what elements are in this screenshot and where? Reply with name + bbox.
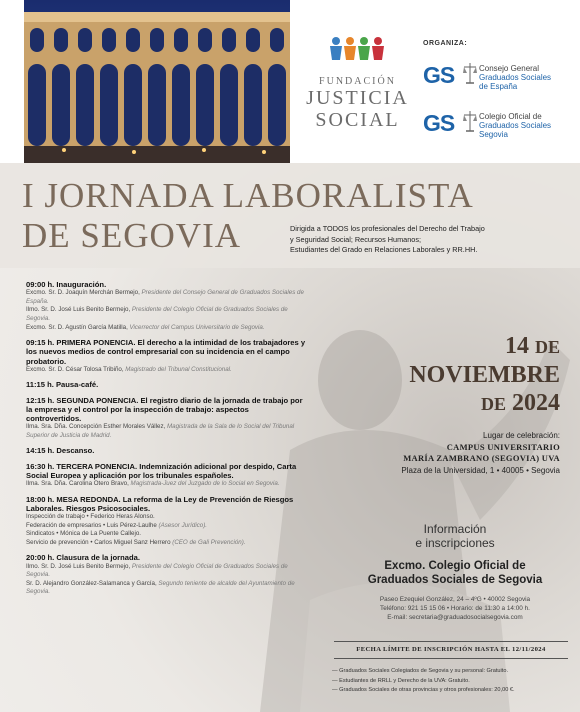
agenda-item xyxy=(26,338,306,374)
fees-list xyxy=(332,667,577,696)
agenda-item xyxy=(26,495,306,548)
info-address xyxy=(340,595,570,622)
fundacion-label: FUNDACIÓN xyxy=(319,76,396,87)
justicia-label: JUSTICIA xyxy=(306,87,409,109)
agenda-item xyxy=(26,553,306,597)
scales-icon xyxy=(463,62,477,84)
info-email[interactable]: E-mail: secretaria@graduadosocialsegovia.com xyxy=(387,614,523,621)
speaker: Inspección de trabajo • Federico Heras Alonso. xyxy=(26,512,155,520)
info-phone-line: Teléfono: 921 15 15 06 • Horario: de 11:30 a 14:00 h. xyxy=(380,605,530,612)
gs-logo-mark: GS xyxy=(423,110,455,136)
info-org-2: Graduados Sociales de Segovia xyxy=(367,574,543,586)
venue-line-1: CAMPUS UNIVERSITARIO xyxy=(446,441,560,452)
agenda-time: 20:00 h. Clausura de la jornada. xyxy=(26,553,140,563)
registration-deadline: FECHA LÍMITE DE INSCRIPCIÓN HASTA EL 12/11/2024 xyxy=(334,641,568,659)
info-address-line: Paseo Ezequiel González, 24 – 4ºG • 40002 Segovia xyxy=(379,596,531,603)
social-label: SOCIAL xyxy=(315,109,400,131)
info-heading-1: Información xyxy=(423,522,487,536)
agenda-item xyxy=(26,446,306,455)
org1-line3: de España xyxy=(479,82,518,91)
scales-icon xyxy=(463,110,477,132)
agenda-item xyxy=(26,396,306,441)
agenda-time: 12:15 h. SEGUNDA PONENCIA. El registro diario de la jornada de trabajo por la empresa y el control por la inspección de trabajo: aspectos controvertidos. xyxy=(26,395,303,423)
audience-line-1: Dirigida a TODOS los profesionales del Derecho del Trabajo xyxy=(290,224,485,233)
organiza-label: ORGANIZA: xyxy=(423,40,468,47)
info-org-1: Excmo. Colegio Oficial de xyxy=(384,560,526,572)
venue xyxy=(401,430,560,476)
date-de-1: DE xyxy=(534,337,560,357)
gs-logo-mark: GS xyxy=(423,62,455,88)
date-month: NOVIEMBRE xyxy=(409,362,560,388)
speaker: Ilmo. Sr. D. José Luis Benito Bermejo, Presidente del Colegio Oficial de Graduados Sociales de Segovia. xyxy=(26,562,288,579)
speaker: Sr. D. Alejandro González-Salamanca y García, Segundo teniente de alcalde del Ayuntamiento de Segovia. xyxy=(26,579,295,596)
fee-item: — Graduados Sociales Colegiados de Segovia y su personal: Gratuito. xyxy=(332,668,509,674)
agenda xyxy=(26,280,306,603)
org2-line2: Graduados Sociales xyxy=(479,121,552,130)
people-icon xyxy=(305,36,410,62)
title-line-2: DE SEGOVIA xyxy=(22,216,242,255)
speaker: Excmo. Sr. D. César Tolosa Tribiño, Magistrado del Tribunal Constitucional. xyxy=(26,365,232,373)
fee-item: — Estudiantes de RRLL y Derecho de la UVA: Gratuito. xyxy=(332,677,470,684)
speaker: Excmo. Sr. D. Agustín García Matilla, Vicerrector del Campus Universitario de Segovia. xyxy=(26,323,265,331)
agenda-item xyxy=(26,280,306,332)
colegio-segovia-logo xyxy=(423,106,573,140)
audience-text xyxy=(290,224,570,256)
agenda-time: 09:15 h. PRIMERA PONENCIA. El derecho a la intimidad de los trabajadores y los nuevos medios de control empresarial con su incidencia en el campo probatorio. xyxy=(26,338,306,366)
speaker: Ilma. Sra. Dña. Concepción Esther Morales Vállez, Magistrada de la Sala de lo Social del Tribunal Superior de Justicia de Madrid. xyxy=(26,423,295,439)
speaker: Servicio de prevención • Carlos Miguel Sanz Herrero (CEO de Gali Prevención). xyxy=(26,538,246,546)
audience-line-2: y Seguridad Social; Recursos Humanos; xyxy=(290,234,422,244)
date-year: 2024 xyxy=(512,390,560,416)
org1-line2: Graduados Sociales xyxy=(479,73,552,82)
date-de-2: DE xyxy=(480,394,506,414)
consejo-general-logo xyxy=(423,58,573,92)
fundacion-justicia-social-logo xyxy=(305,36,410,146)
event-date xyxy=(409,332,560,418)
speaker: Ilma. Sra. Dña. Carolina Otero Bravo, Magistrada-Juez del Juzgado de lo Social en Segovia. xyxy=(26,479,280,487)
info-heading-2: e inscripciones xyxy=(415,536,495,550)
org2-line1: Colegio Oficial de xyxy=(479,112,542,121)
venue-label: Lugar de celebración: xyxy=(483,431,560,440)
agenda-item xyxy=(26,380,306,389)
agenda-time: 18:00 h. MESA REDONDA. La reforma de la Ley de Prevención de Riesgos Laborales. Riesgos Psicosociales. xyxy=(26,494,294,513)
agenda-item xyxy=(26,462,306,489)
speaker: Federación de empresarios • Luis Pérez-Laulhe (Asesor Jurídico). xyxy=(26,521,208,529)
agenda-time: 16:30 h. TERCERA PONENCIA. Indemnización adicional por despido, Carta Social Europea y aplicación por los tribunales españoles. xyxy=(26,461,297,480)
fee-item: — Graduados Sociales de otras provincias y otros profesionales: 20,00 €. xyxy=(332,687,515,694)
agenda-time: 09:00 h. Inauguración. xyxy=(26,280,107,289)
info-section xyxy=(340,522,570,622)
date-day: 14 xyxy=(504,333,529,359)
venue-address: Plaza de la Universidad, 1 • 40005 • Segovia xyxy=(401,465,560,475)
speaker: Excmo. Sr. D. Joaquín Merchán Bermejo, Presidente del Consejo General de Graduados Sociales de España. xyxy=(26,289,304,305)
agenda-time: 14:15 h. Descanso. xyxy=(26,446,95,456)
venue-line-2: MARÍA ZAMBRANO (SEGOVIA) UVA xyxy=(403,453,560,463)
audience-line-3: Estudiantes del Grado en Relaciones Laborales y RR.HH. xyxy=(290,245,478,254)
agenda-time: 11:15 h. Pausa-café. xyxy=(26,380,99,390)
title-line-1: I JORNADA LABORALISTA xyxy=(22,176,474,215)
speaker: Sindicatos • Mónica de La Puente Callejo. xyxy=(26,530,141,538)
org1-line1: Consejo General xyxy=(479,64,540,73)
aqueduct-photo xyxy=(24,0,290,163)
org2-line3: Segovia xyxy=(479,130,508,139)
speaker: Ilmo. Sr. D. José Luis Benito Bermejo, Presidente del Colegio Oficial de Graduados Sociales de Segovia. xyxy=(26,306,288,322)
